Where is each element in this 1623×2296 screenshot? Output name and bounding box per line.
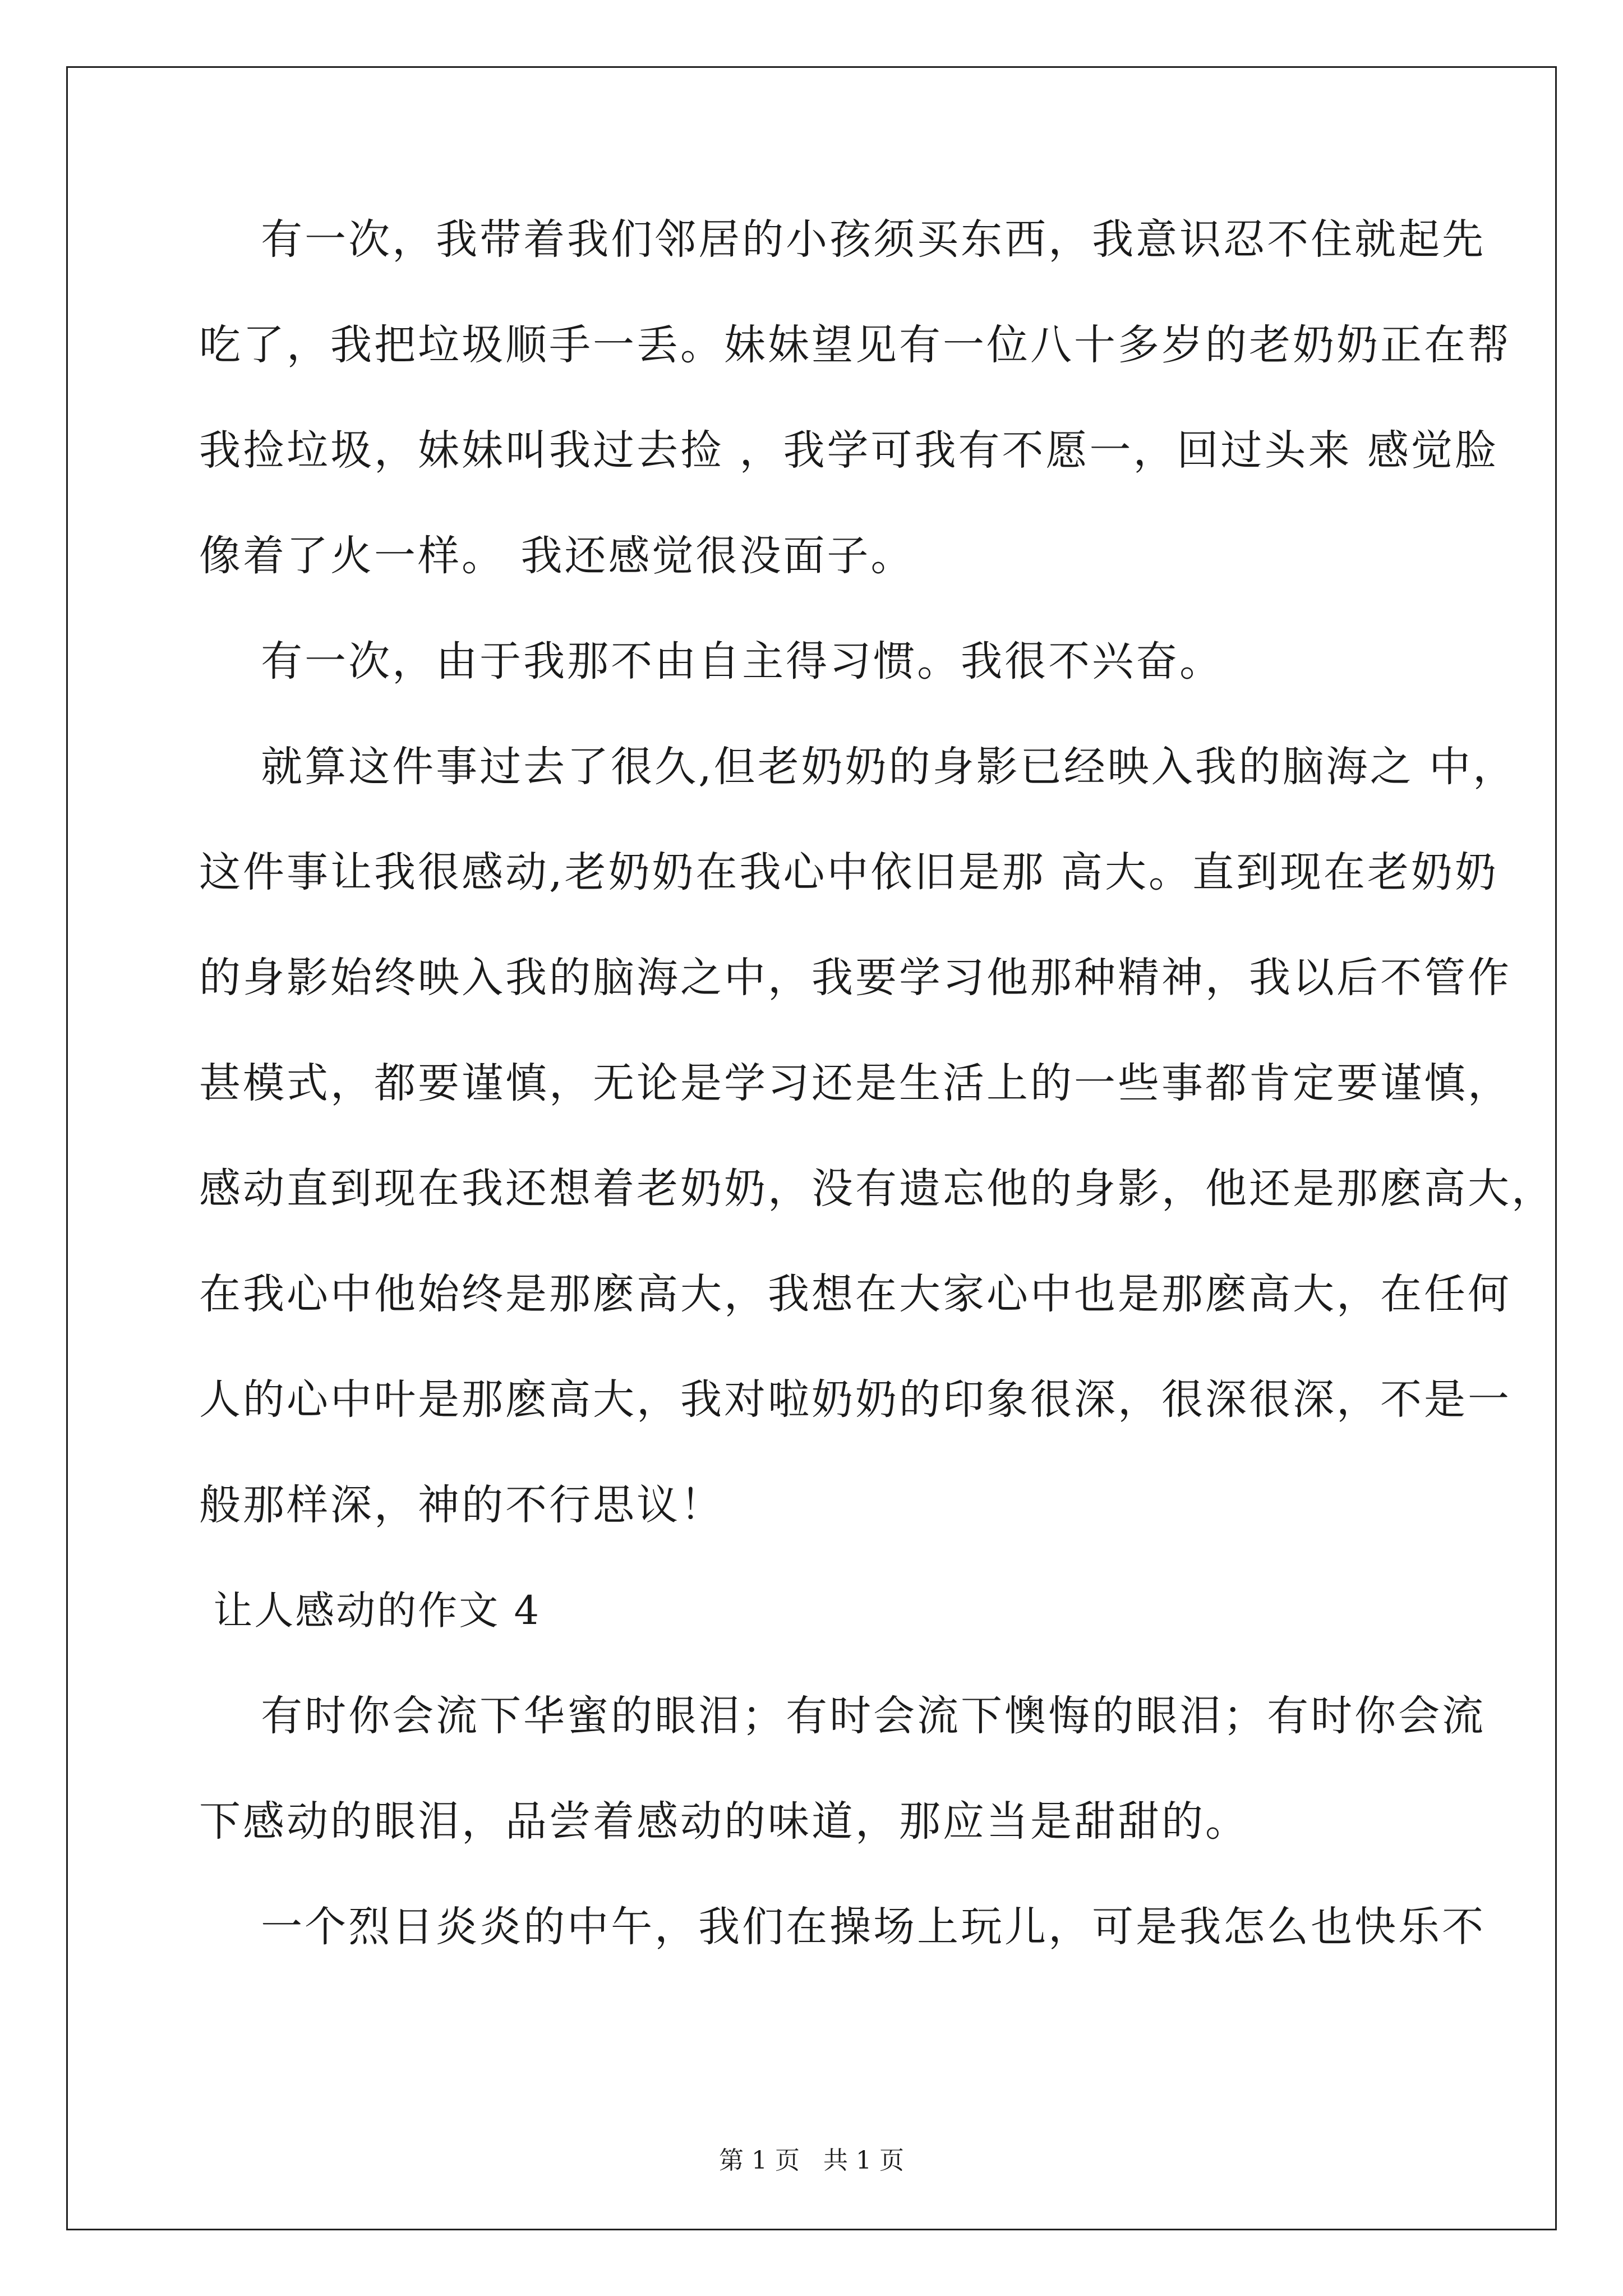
text-line: 这件事让我很感动,老奶奶在我心中依旧是那 高大。直到现在老奶奶	[199, 848, 1499, 896]
text-line: 吃了，我把垃圾顺手一丢。妹妹望见有一位八十多岁的老奶奶正在帮	[199, 321, 1511, 369]
text-line: 有一次，由于我那不由自主得习惯。我很不兴奋。	[199, 637, 1224, 685]
document-body	[199, 215, 1555, 2012]
page-number-footer: 第 1 页 共 1 页	[719, 2146, 904, 2175]
text-line: 下感动的眼泪，品尝着感动的味道，那应当是甜甜的。	[199, 1797, 1249, 1846]
section-heading: 让人感动的作文 4	[199, 1588, 541, 1634]
text-line: 在我心中他始终是那麽高大，我想在大家心中也是那麽高大，在任何	[199, 1270, 1511, 1318]
text-line: 般那样深，神的不行思议！	[199, 1481, 724, 1529]
text-line: 我捡垃圾，妹妹叫我过去捡 ，我学可我有不愿一，回过头来 感觉脸	[199, 426, 1499, 475]
text-line: 感动直到现在我还想着老奶奶，没有遗忘他的身影，他还是那麽高大，	[199, 1165, 1555, 1213]
text-line: 有一次，我带着我们邻居的小孩须买东西，我意识忍不住就起先	[199, 215, 1486, 264]
text-line: 就算这件事过去了很久,但老奶奶的身影已经映入我的脑海之 中，	[199, 743, 1517, 791]
text-line: 人的心中叶是那麽高大，我对啦奶奶的印象很深，很深很深，不是一	[199, 1375, 1511, 1424]
text-line: 有时你会流下华蜜的眼泪；有时会流下懊悔的眼泪；有时你会流	[199, 1692, 1486, 1740]
text-line: 的身影始终映入我的脑海之中，我要学习他那种精神，我以后不管作	[199, 954, 1511, 1002]
text-line: 甚模式，都要谨慎，无论是学习还是生活上的一些事都肯定要谨慎，	[199, 1059, 1511, 1107]
text-line: 像着了火一样。 我还感觉很没面子。	[199, 532, 915, 580]
text-line: 一个烈日炎炎的中午，我们在操场上玩儿，可是我怎么也快乐不	[199, 1903, 1486, 1951]
